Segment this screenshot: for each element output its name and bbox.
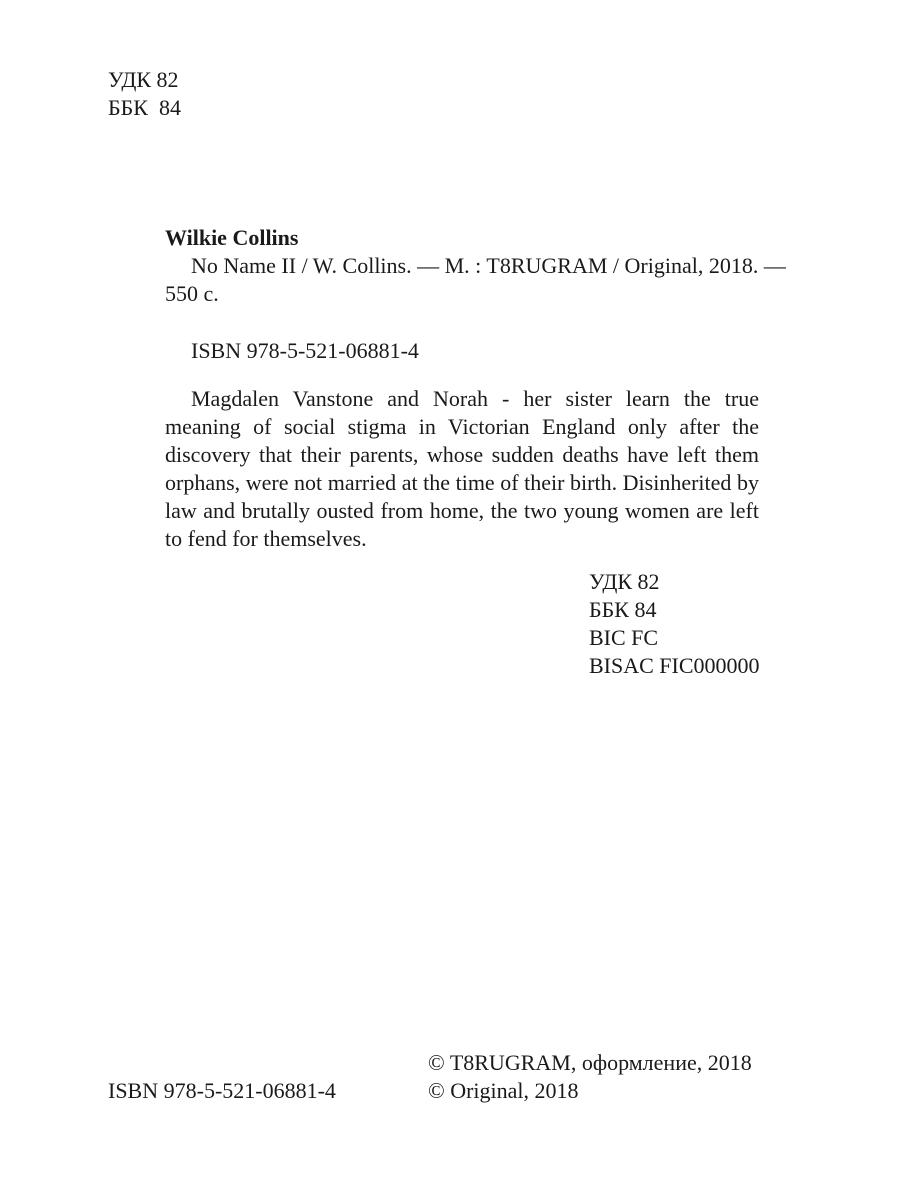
bic-code: BIC FC	[589, 625, 659, 650]
record-isbn: ISBN 978-5-521-06881-4	[191, 338, 419, 363]
annotation-text: Magdalen Vanstone and Norah - her sister learn the true meaning of social stigma in Victorian England only after the discovery that their parents, whose sudden deaths have left them orphans, were not married at the time of their birth. Disinherited by law and brutally ousted from home, the two young women are left to fend for themselves.	[165, 386, 759, 551]
bbk-code-right: ББК 84	[589, 597, 657, 622]
bibliographic-record	[165, 224, 786, 553]
udk-code-right: УДК 82	[589, 569, 660, 594]
bbk-code: ББК 84	[108, 95, 181, 120]
top-classification-codes	[108, 66, 181, 122]
footer-isbn: ISBN 978-5-521-06881-4	[108, 1078, 336, 1103]
copyright-block	[428, 1049, 752, 1105]
copyright-original: © Original, 2018	[428, 1078, 579, 1103]
page-count: 550 c.	[165, 281, 219, 306]
author-name: Wilkie Collins	[165, 225, 299, 250]
right-classification-codes	[589, 568, 760, 680]
udk-code: УДК 82	[108, 67, 179, 92]
copyright-design: © T8RUGRAM, оформление, 2018	[428, 1050, 752, 1075]
title-line: No Name II / W. Collins. — M. : T8RUGRAM / Original, 2018. —	[191, 253, 786, 278]
bisac-code: BISAC FIC000000	[589, 653, 760, 678]
